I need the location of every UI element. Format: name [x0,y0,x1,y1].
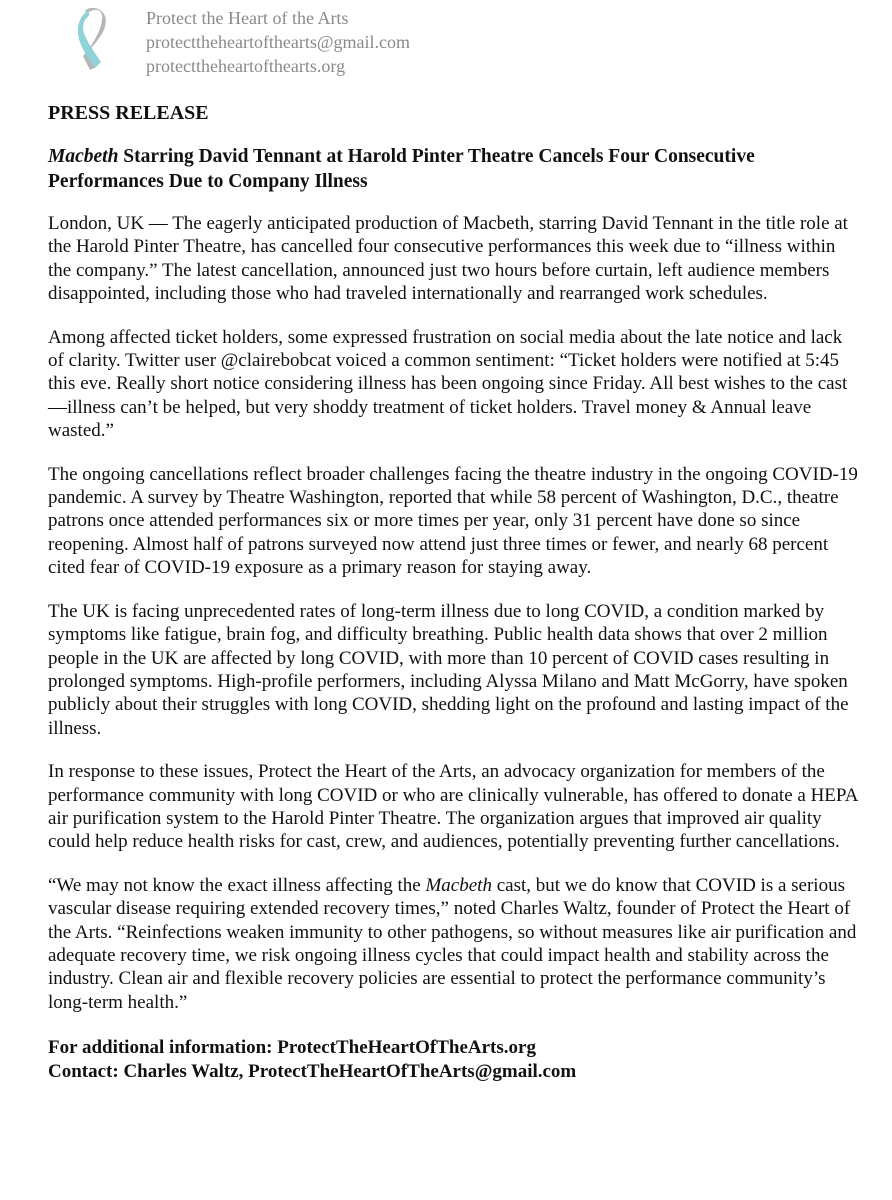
paragraph-industry-challenges: The ongoing cancellations reflect broader challenges facing the theatre industry in the ongoing COVID-19 pandemic. A survey by Theatre Washington, reported that while 58 percent of Washington, D.C., theatre patrons once attended performances six or more times per year, only 31 percent have done so since reopening. Almost half of patrons surveyed now attend just three times or fewer, and nearly 68 percent cited fear of COVID-19 exposure as a primary reason for staying away. [48,463,858,579]
press-release-body [48,100,860,1083]
paragraph-response: In response to these issues, Protect the Heart of the Arts, an advocacy organization for members of the performance community with long COVID or who are clinically vulnerable, has offered to donate a HEPA air purification system to the Harold Pinter Theatre. The organization argues that improved air quality could help reduce health risks for cast, crew, and audiences, potentially preventing further cancellations. [48,761,858,853]
org-website[interactable]: protecttheheartofthearts.org [146,56,346,76]
footer-info-line[interactable]: For additional information: ProtectTheHeartOfTheArts.org [48,1037,536,1059]
paragraph-long-covid: The UK is facing unprecedented rates of long-term illness due to long COVID, a condition marked by symptoms like fatigue, brain fog, and difficulty breathing. Public health data shows that over 2 million people in the UK are affected by long COVID, with more than 10 percent of COVID cases resulting in prolonged symptoms. High-profile performers, including Alyssa Milano and Matt McGorry, have spoken publicly about their struggles with long COVID, shedding light on the profound and lasting impact of the illness. [48,600,849,739]
awareness-ribbon-icon [74,6,114,72]
letterhead [74,6,410,78]
headline-italic-title: Macbeth [48,146,119,167]
headline-rest: Starring David Tennant at Harold Pinter Theatre Cancels Four Consecutive Performances Due to Company Illness [48,146,755,192]
headline [48,144,860,194]
org-email[interactable]: protecttheheartofthearts@gmail.com [146,32,410,52]
quote-after: cast, but we do know that COVID is a serious vascular disease requiring extended recovery times,” noted Charles Waltz, founder of Protect the Heart of the Arts. “Reinfections weaken immunity to other pathogens, so without measures like air purification and adequate recovery time, we risk ongoing illness cycles that could impact health and stability across the industry. Clean air and flexible recovery policies are essential to protect the performance community’s long-term health.” [48,874,857,1013]
quote-italic-title: Macbeth [425,874,492,896]
org-name: Protect the Heart of the Arts [146,8,349,28]
organization-contact-block [146,6,410,78]
paragraph-quote [48,874,860,1014]
paragraph-intro: London, UK — The eagerly anticipated production of Macbeth, starring David Tennant in the title role at the Harold Pinter Theatre, has cancelled four consecutive performances this week due to “illness within the company.” The latest cancellation, announced just two hours before curtain, left audience members disappointed, including those who had traveled internationally and rearranged work schedules. [48,213,848,305]
footer-contact [48,1036,860,1083]
quote-before: “We may not know the exact illness affecting the [48,874,426,896]
paragraph-ticket-holders: Among affected ticket holders, some expressed frustration on social media about the late notice and lack of clarity. Twitter user @clairebobcat voiced a common sentiment: “Ticket holders were notified at 5:45 this eve. Really short notice considering illness has been ongoing since Friday. All best wishes to the cast—illness can’t be helped, but very shoddy treatment of ticket holders. Travel money & Annual leave wasted.” [48,326,848,442]
footer-contact-line[interactable]: Contact: Charles Waltz, ProtectTheHeartOfTheArts@gmail.com [48,1060,577,1082]
press-release-label: PRESS RELEASE [48,102,209,124]
